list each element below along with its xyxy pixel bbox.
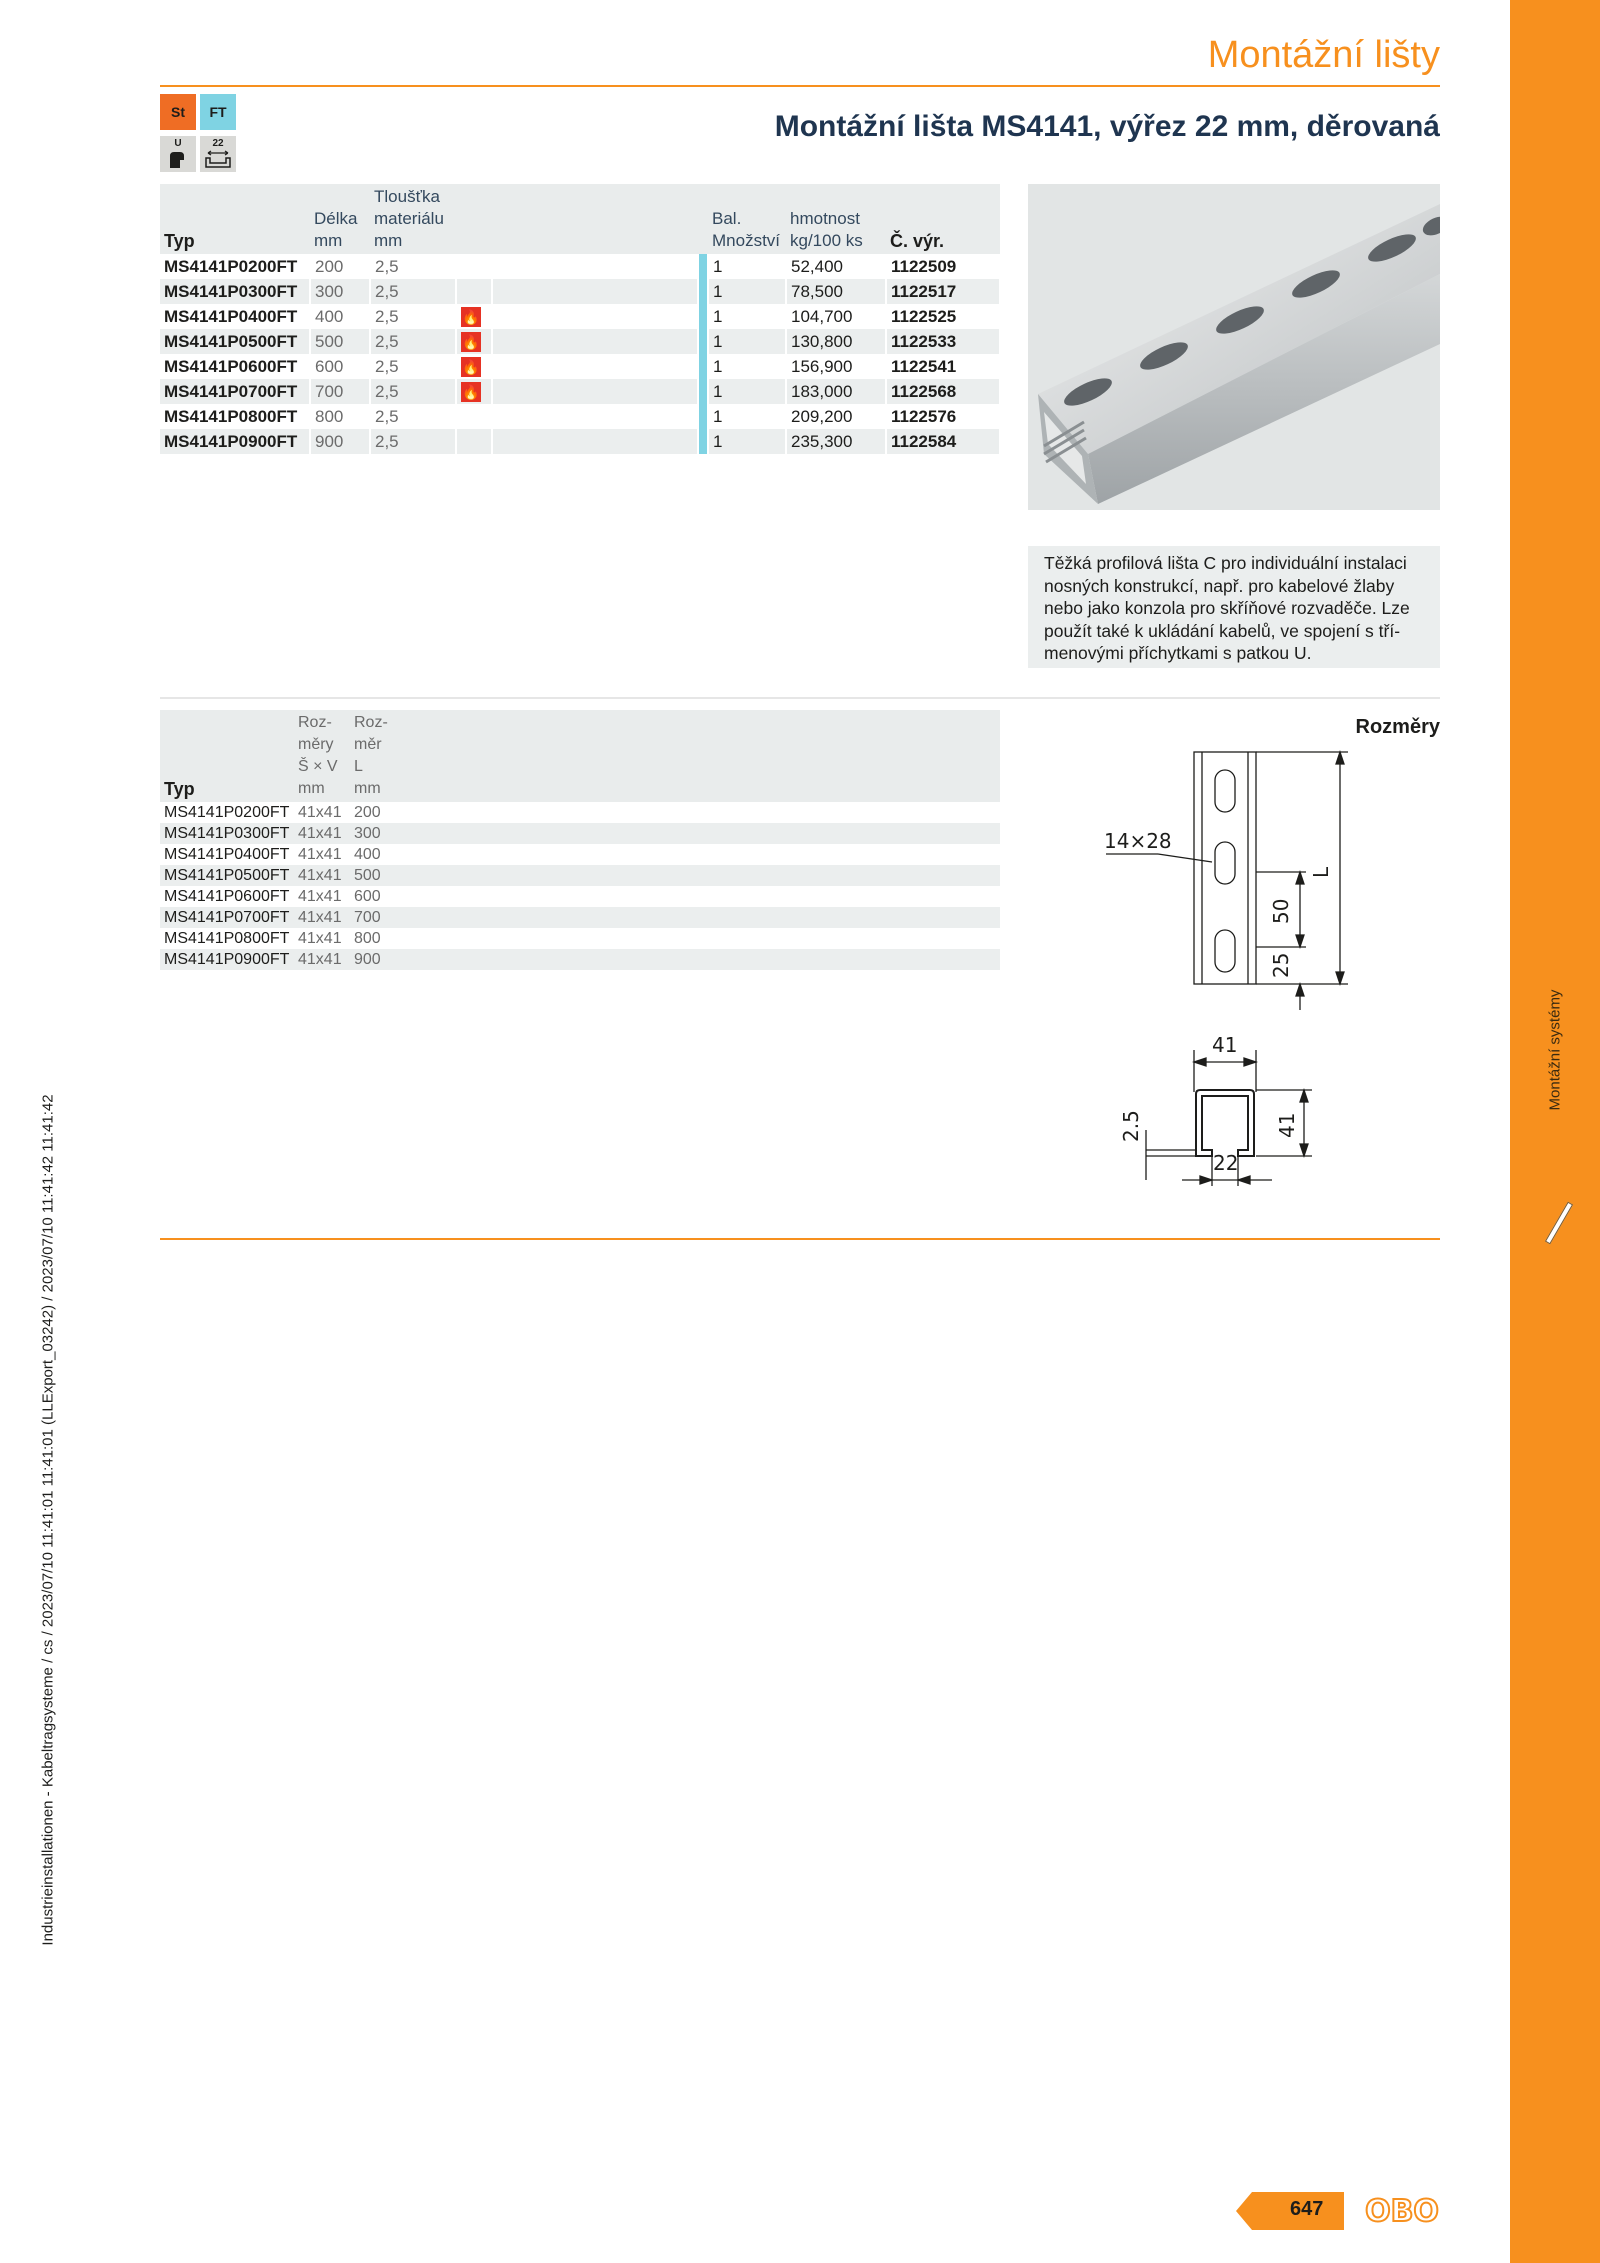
fire-icon: 🔥: [462, 383, 480, 400]
availability-bar: [698, 429, 708, 454]
section-title: Montážní lišty: [1207, 34, 1440, 76]
pack-qty-cell: 1: [708, 404, 786, 429]
col-header-tloustka: Tloušťka materiálu mm: [370, 184, 456, 254]
availability-bar: [698, 329, 708, 354]
pitch-label: 50: [1269, 898, 1293, 924]
size-cell: 41x41: [294, 928, 350, 949]
dimension-drawing: [1090, 740, 1400, 1200]
fire-cell: [456, 329, 492, 354]
fire-icon: 🔥: [462, 308, 480, 325]
article-number-cell: 1122541: [886, 354, 1000, 379]
type-cell: MS4141P0400FT: [160, 844, 294, 865]
table-row: [160, 304, 1000, 329]
thickness-cell: 2,5: [370, 304, 456, 329]
table-row: [160, 429, 1000, 454]
type-cell: MS4141P0200FT: [160, 802, 294, 823]
length-cell: 600: [350, 886, 410, 907]
pack-qty-cell: 1: [708, 354, 786, 379]
type-cell: MS4141P0800FT: [160, 404, 310, 429]
thickness-cell: 2,5: [370, 329, 456, 354]
type-cell: MS4141P0900FT: [160, 949, 294, 970]
availability-bar: [698, 279, 708, 304]
type-cell: MS4141P0600FT: [160, 354, 310, 379]
article-number-cell: 1122533: [886, 329, 1000, 354]
dimensions-title: Rozměry: [1355, 716, 1440, 738]
u-foot-icon: [160, 136, 196, 172]
col-header-rozmer-l: Roz- měr L mm: [350, 710, 410, 802]
length-cell: 800: [350, 928, 410, 949]
length-cell: 700: [350, 907, 410, 928]
article-number-cell: 1122509: [886, 254, 1000, 279]
type-cell: MS4141P0800FT: [160, 928, 294, 949]
table-row: [160, 802, 1000, 823]
article-number-cell: 1122517: [886, 279, 1000, 304]
table-row: [160, 907, 1000, 928]
product-description: Těžká profilová lišta C pro individuální instalaci nosných konstrukcí, např. pro kabelové žlaby nebo jako konzola pro skříňové rozvaděče. Lze použít také k ukládání kabelů, ve spojení s tří-menovými příchytkami s patkou U.: [1028, 546, 1440, 668]
pack-qty-cell: 1: [708, 304, 786, 329]
table-row: [160, 886, 1000, 907]
type-cell: MS4141P0600FT: [160, 886, 294, 907]
col-header-typ: Typ: [160, 184, 310, 254]
thickness-cell: 2,5: [370, 429, 456, 454]
length-cell: 400: [350, 844, 410, 865]
col-header-hmotnost: hmotnost kg/100 ks: [786, 184, 886, 254]
size-cell: 41x41: [294, 865, 350, 886]
slot-dimension-label: 14×28: [1104, 829, 1172, 853]
availability-bar: [698, 379, 708, 404]
table-row: [160, 279, 1000, 304]
length-cell: 900: [310, 429, 370, 454]
size-cell: 41x41: [294, 907, 350, 928]
table-row: [160, 354, 1000, 379]
fire-cell: [456, 379, 492, 404]
thickness-cell: 2,5: [370, 254, 456, 279]
length-cell: 500: [350, 865, 410, 886]
length-cell: 300: [310, 279, 370, 304]
sidebar-label: Montážní systémy: [1546, 989, 1564, 1111]
thickness-cell: 2,5: [370, 354, 456, 379]
export-meta-text: Industrieinstallationen - Kabeltragsysteme / cs / 2023/07/10 11:41:01 11:41:01 (LLExport_03242) / 2023/07/10 11:41:42 11:41:42: [39, 1094, 57, 1946]
slot-width-icon: [200, 136, 236, 172]
pack-qty-cell: 1: [708, 254, 786, 279]
type-cell: MS4141P0500FT: [160, 329, 310, 354]
slot-width-label: 22: [212, 138, 224, 149]
u-label: U: [174, 138, 182, 149]
article-number-cell: 1122576: [886, 404, 1000, 429]
weight-cell: 156,900: [786, 354, 886, 379]
type-cell: MS4141P0900FT: [160, 429, 310, 454]
fire-icon: 🔥: [462, 333, 480, 350]
col-header-typ: Typ: [160, 710, 294, 802]
pack-qty-cell: 1: [708, 379, 786, 404]
dimensions-table: [160, 710, 1000, 970]
table-row: [160, 379, 1000, 404]
side-band: [1510, 0, 1600, 2263]
pack-qty-cell: 1: [708, 429, 786, 454]
table-row: [160, 823, 1000, 844]
weight-cell: 235,300: [786, 429, 886, 454]
size-cell: 41x41: [294, 949, 350, 970]
size-cell: 41x41: [294, 844, 350, 865]
offset-label: 25: [1269, 952, 1293, 978]
size-cell: 41x41: [294, 823, 350, 844]
type-cell: MS4141P0400FT: [160, 304, 310, 329]
fire-cell: [456, 304, 492, 329]
table-row: [160, 254, 1000, 279]
table-row: [160, 865, 1000, 886]
pack-qty-cell: 1: [708, 329, 786, 354]
width-label: 41: [1212, 1033, 1238, 1057]
weight-cell: 52,400: [786, 254, 886, 279]
length-cell: 700: [310, 379, 370, 404]
thickness-cell: 2,5: [370, 279, 456, 304]
length-cell: 200: [350, 802, 410, 823]
thickness-cell: 2,5: [370, 379, 456, 404]
weight-cell: 183,000: [786, 379, 886, 404]
product-photo: [1028, 184, 1440, 510]
fire-cell: [456, 429, 492, 454]
section-divider: [160, 697, 1440, 699]
type-cell: MS4141P0300FT: [160, 823, 294, 844]
col-header-cislo: Č. výr.: [886, 184, 1000, 254]
product-table: [160, 184, 1000, 454]
finish-badge: FT: [200, 94, 236, 130]
table-row: [160, 844, 1000, 865]
fire-cell: [456, 254, 492, 279]
type-cell: MS4141P0500FT: [160, 865, 294, 886]
logo-text: OBO: [1365, 2194, 1439, 2228]
length-cell: 500: [310, 329, 370, 354]
page-number: 647: [1290, 2198, 1324, 2220]
col-header-rozmery: Roz- měry Š × V mm: [294, 710, 350, 802]
col-header-baleni: Bal. Množství: [708, 184, 786, 254]
height-label: 41: [1275, 1112, 1299, 1138]
length-cell: 200: [310, 254, 370, 279]
type-cell: MS4141P0700FT: [160, 379, 310, 404]
table-row: [160, 404, 1000, 429]
length-cell: 900: [350, 949, 410, 970]
size-cell: 41x41: [294, 886, 350, 907]
type-cell: MS4141P0700FT: [160, 907, 294, 928]
table-row: [160, 928, 1000, 949]
pack-qty-cell: 1: [708, 279, 786, 304]
weight-cell: 78,500: [786, 279, 886, 304]
table-row: [160, 949, 1000, 970]
size-cell: 41x41: [294, 802, 350, 823]
footer-rule: [160, 1238, 1440, 1240]
weight-cell: 209,200: [786, 404, 886, 429]
length-cell: 300: [350, 823, 410, 844]
col-header-delka: Délka mm: [310, 184, 370, 254]
article-number-cell: 1122525: [886, 304, 1000, 329]
weight-cell: 130,800: [786, 329, 886, 354]
fire-cell: [456, 279, 492, 304]
material-badge: St: [160, 94, 196, 130]
thickness-cell: 2,5: [370, 404, 456, 429]
availability-bar: [698, 354, 708, 379]
product-title: Montážní lišta MS4141, výřez 22 mm, děrovaná: [774, 110, 1440, 143]
header-rule: [160, 85, 1440, 87]
length-label: L: [1309, 866, 1333, 878]
availability-bar: [698, 404, 708, 429]
article-number-cell: 1122568: [886, 379, 1000, 404]
availability-bar: [698, 254, 708, 279]
availability-bar: [698, 304, 708, 329]
weight-cell: 104,700: [786, 304, 886, 329]
opening-label: 22: [1213, 1151, 1239, 1175]
obo-logo: [1364, 2192, 1440, 2228]
type-cell: MS4141P0300FT: [160, 279, 310, 304]
fire-cell: [456, 354, 492, 379]
length-cell: 600: [310, 354, 370, 379]
table-row: [160, 329, 1000, 354]
fire-cell: [456, 404, 492, 429]
fire-icon: 🔥: [462, 358, 480, 375]
article-number-cell: 1122584: [886, 429, 1000, 454]
length-cell: 800: [310, 404, 370, 429]
type-cell: MS4141P0200FT: [160, 254, 310, 279]
length-cell: 400: [310, 304, 370, 329]
thickness-label: 2.5: [1119, 1110, 1143, 1142]
